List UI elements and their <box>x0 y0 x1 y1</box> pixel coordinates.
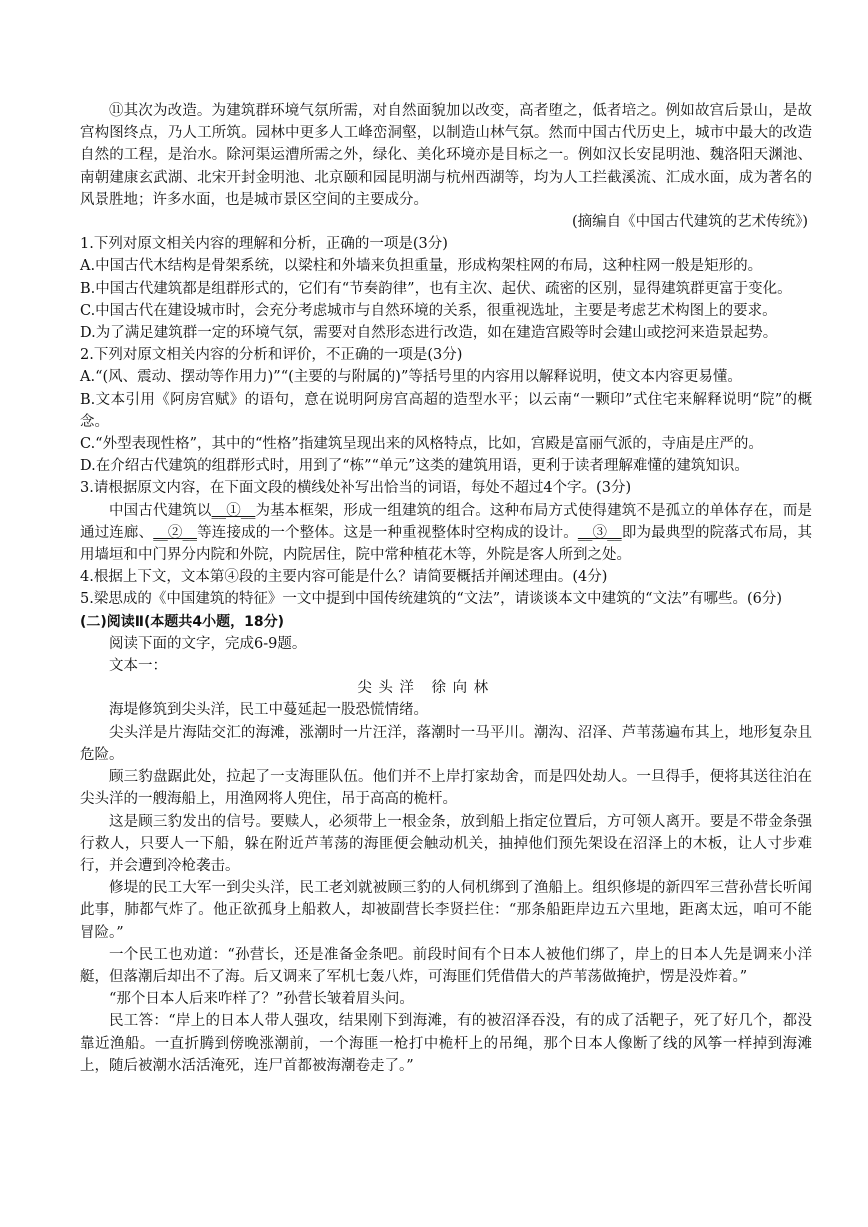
text-1-label: 文本一： <box>109 658 167 675</box>
question-1 <box>80 233 812 344</box>
question-2 <box>80 344 812 477</box>
question-1-stem: 1.下列对原文相关内容的理解和分析，正确的一项是(3分) <box>80 236 448 253</box>
question-1-option-d: D.为了满足建筑群一定的环境气氛，需要对自然形态进行改造，如在建造宫殿等时会建山或挖河来造景起势。 <box>80 325 778 342</box>
section-heading-reading-2: (二)阅读Ⅱ(本题共4小题，18分) <box>80 613 285 630</box>
question-1-option-a: A.中国古代木结构是骨架系统，以梁柱和外墙来负担重量，形成构架柱网的布局，这种柱网一般是矩形的。 <box>80 258 763 275</box>
story-paragraph: 一个民工也劝道：“孙营长，还是准备金条吧。前段时间有个日本人被他们绑了，岸上的日本人先是调来小洋艇，但落潮后却出不了海。后又调来了军机七轰八炸，可海匪们凭借借大的芦苇荡做掩护，愣是没炸着。” <box>80 946 812 985</box>
paragraph-11: ⑪其次为改造。为建筑群环境气氛所需，对自然面貌加以改变，高者堕之，低者培之。例如故宫后景山，是故宫构图终点，乃人工所筑。园林中更多人工峰峦洞壑，以制造山林气氛。然而中国古代历史上，城市中最大的改造自然的工程，是治水。除河渠运漕所需之外，绿化、美化环境亦是目标之一。例如汉长安昆明池、魏洛阳天渊池、南朝建康玄武湖、北宋开封金明池、北京颐和园昆明湖与杭州西湖等，均为人工拦截溪流、汇成水面，成为著名的风景胜地；许多水面，也是城市景区空间的主要成分。 <box>80 103 812 208</box>
story-paragraph: “那个日本人后来咋样了？”孙营长皱着眉头问。 <box>109 991 414 1008</box>
q3-text-1: 中国古代建筑以 <box>109 502 212 519</box>
question-2-option-d: D.在介绍古代建筑的组群形式时，用到了“栋”“单元”这类的建筑用语，更利于读者理解难懂的建筑知识。 <box>80 458 749 475</box>
question-2-option-a: A.“(风、震动、摆动等作用力)”“(主要的与附属的)”等括号里的内容用以解释说明，使文本内容更易懂。 <box>80 369 742 386</box>
question-4: 4.根据上下文，文本第④段的主要内容可能是什么？请简要概括并阐述理由。(4分) <box>80 569 608 586</box>
story-paragraph: 顾三豹盘踞此处，拉起了一支海匪队伍。他们并不上岸打家劫舍，而是四处劫人。一旦得手，便将其送往泊在尖头洋的一艘海船上，用渔网将人兜住，吊于高高的桅杆。 <box>80 769 812 808</box>
question-3 <box>80 477 812 566</box>
q3-text-4: 即为最典型的院落式布局，其用墙垣和中门界分内院和外院，内院居住，院中常种植花木等，外院是客人所到之处。 <box>80 524 813 564</box>
question-1-option-c: C.中国古代在建设城市时，会充分考虑城市与自然环境的关系，很重视选址，主要是考虑艺术构图上的要求。 <box>80 302 777 319</box>
story-body <box>80 699 812 1076</box>
reading-instruction: 阅读下面的文字，完成6-9题。 <box>109 635 307 652</box>
question-1-option-b: B.中国古代建筑都是组群形式的，它们有“节奏韵律”，也有主次、起伏、疏密的区别，显得建筑群更富于变化。 <box>80 280 792 297</box>
story-paragraph: 民工答：“岸上的日本人带人强攻，结果刚下到海滩，有的被沼泽吞没，有的成了活靶子，死了好几个，都没靠近渔船。一直折腾到傍晚涨潮前，一个海匪一枪打中桅杆上的吊绳，那个日本人像断了线的风筝一样掉到海滩上，随后被潮水活活淹死，连尸首都被海潮卷走了。” <box>80 1013 812 1074</box>
q3-text-2: 为基本框架，形成一组建筑的组合。这种布局方式使得建筑不是孤立的单体存在，而是通过连廊、 <box>80 502 813 541</box>
question-2-option-c: C.“外型表现性格”，其中的“性格”指建筑呈现出来的风格特点，比如，宫殿是富丽气派的，寺庙是庄严的。 <box>80 436 763 453</box>
story-paragraph: 海堤修筑到尖头洋，民工中蔓延起一股恐慌情绪。 <box>109 702 428 719</box>
question-5: 5.梁思成的《中国建筑的特征》一文中提到中国传统建筑的“文法”，请谈谈本文中建筑的“文法”有哪些。(6分) <box>80 591 783 608</box>
question-3-stem: 3.请根据原文内容，在下面文段的横线处补写出恰当的词语，每处不超过4个字。(3分) <box>80 480 632 497</box>
story-paragraph: 尖头洋是片海陆交汇的海滩，涨潮时一片汪洋，落潮时一马平川。潮沟、沼泽、芦苇荡遍布其上，地形复杂且危险。 <box>80 724 812 763</box>
fill-blank-1: __①__ <box>211 502 256 519</box>
question-2-stem: 2.下列对原文相关内容的分析和评价，不正确的一项是(3分) <box>80 347 463 364</box>
story-paragraph: 修堤的民工大军一到尖头洋，民工老刘就被顾三豹的人伺机绑到了渔船上。组织修堤的新四军三营孙营长听闻此事，肺都气炸了。他正欲孤身上船救人，却被副营长李贤拦住：“那条船距岸边五六里地，距离太远，咱可不能冒险。” <box>80 880 812 941</box>
source-citation: (摘编自《中国古代建筑的艺术传统》) <box>571 214 808 231</box>
question-3-passage <box>80 500 812 567</box>
fill-blank-3: __③__ <box>577 524 622 541</box>
story-paragraph: 这是顾三豹发出的信号。要赎人，必须带上一根金条，放到船上指定位置后，方可领人离开。要是不带金条强行救人，只要人一下船，躲在附近芦苇荡的海匪便会触动机关，抽掉他们预先架设在沼泽上的木板，让人寸步难行，并会遭到冷枪袭击。 <box>80 813 812 874</box>
q3-text-3: 等连接成的一个整体。这是一种重视整体时空构成的设计。 <box>197 524 578 541</box>
question-2-option-b: B.文本引用《阿房宫赋》的语句，意在说明阿房宫高超的造型水平；以云南“一颗印”式住宅来解释说明“院”的概念。 <box>80 391 812 430</box>
story-title: 尖头洋 徐向林 <box>357 680 495 697</box>
fill-blank-2: __②__ <box>153 524 198 541</box>
